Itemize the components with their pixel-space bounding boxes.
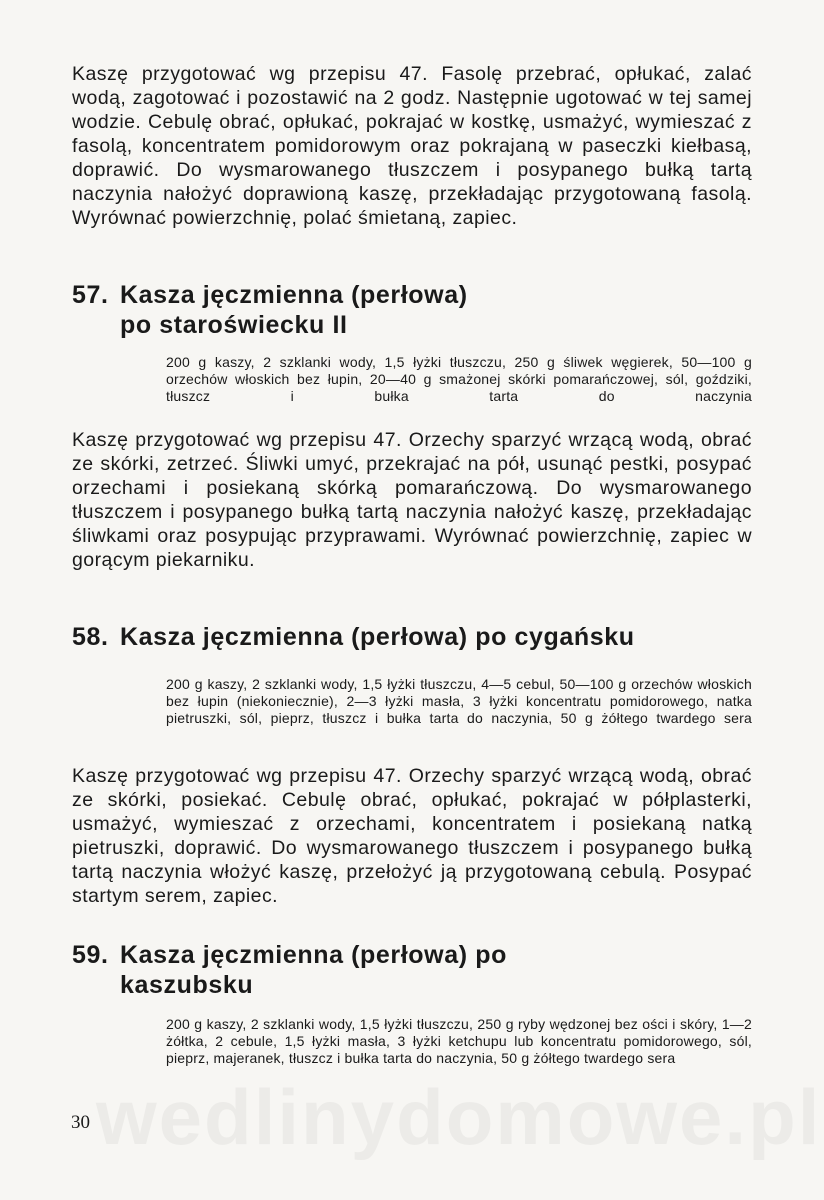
recipe-59-title bbox=[72, 940, 752, 1000]
recipe-58-title bbox=[72, 622, 772, 652]
recipe-title-line1: Kasza jęczmienna (perłowa) bbox=[120, 281, 468, 309]
recipe-58-method: Kaszę przygotować wg przepisu 47. Orzechy sparzyć wrzącą wodą, obrać ze skórki, posiekać. Cebulę obrać, opłukać, pokrajać w półplasterki, usmażyć, wymieszać z orzechami, koncentratem i posiekaną natką pietruszki, doprawić. Do wysmarowanego tłuszczem i posypanego bułką tartą naczynia włożyć kaszę, przełożyć ją przygotowaną cebulą. Posypać startym serem, zapiec. bbox=[72, 765, 752, 907]
recipe-59-ingredients: 200 g kaszy, 2 szklanki wody, 1,5 łyżki tłuszczu, 250 g ryby wędzonej bez ości i skóry, 1—2 żółtka, 2 cebule, 1,5 łyżki masła, 3 łyżki ketchupu lub koncentratu pomidorowego, sól, pieprz, majeranek, tłuszcz i bułka tarta do naczynia, 50 g żółtego twardego sera bbox=[166, 1016, 752, 1066]
recipe-57-title bbox=[72, 280, 752, 340]
recipe-57-method: Kaszę przygotować wg przepisu 47. Orzechy sparzyć wrzącą wodą, obrać ze skórki, zetrzeć. Śliwki umyć, przekrajać na pół, usunąć pestki, posypać orzechami i posiekaną skórką pomarańczową. Do wysmarowanego tłuszczem i posypanego bułką tartą naczynia nałożyć kaszę, przekładając śliwkami oraz posypując przyprawami. Wyrównać powierzchnię, zapiec w gorącym piekarniku. bbox=[72, 429, 752, 571]
recipe-title-line2: kaszubsku bbox=[120, 971, 254, 999]
watermark: wedlinydomowe.pl bbox=[96, 1073, 822, 1161]
recipe-number: 57. bbox=[72, 281, 109, 309]
recipe-title-line1: Kasza jęczmienna (perłowa) po bbox=[120, 941, 507, 969]
recipe-title-line1: Kasza jęczmienna (perłowa) po cygańsku bbox=[120, 623, 635, 651]
recipe-number: 59. bbox=[72, 941, 109, 969]
intro-paragraph: Kaszę przygotować wg przepisu 47. Fasolę przebrać, opłukać, zalać wodą, zagotować i pozostawić na 2 godz. Następnie ugotować w tej samej wodzie. Cebulę obrać, opłukać, pokrajać w kostkę, usmażyć, wymieszać z fasolą, koncentratem pomidorowym oraz pokrajaną w paseczki kiełbasą, doprawić. Do wysmarowanego tłuszczem i posypanego bułką tartą naczynia nałożyć doprawioną kaszę, przekładając przygotowaną fasolą. Wyrównać powierzchnię, polać śmietaną, zapiec. bbox=[72, 63, 752, 229]
recipe-57-ingredients: 200 g kaszy, 2 szklanki wody, 1,5 łyżki tłuszczu, 250 g śliwek węgierek, 50—100 g orzechów włoskich bez łupin, 20—40 g smażonej skórki pomarańczowej, sól, goździki, tłuszcz i bułka tarta do naczynia bbox=[166, 354, 752, 404]
recipe-number: 58. bbox=[72, 623, 109, 651]
page-number: 30 bbox=[71, 1112, 90, 1133]
recipe-title-line2: po staroświecku II bbox=[120, 311, 348, 339]
recipe-58-ingredients: 200 g kaszy, 2 szklanki wody, 1,5 łyżki tłuszczu, 4—5 cebul, 50—100 g orzechów włoskich bez łupin (niekoniecznie), 2—3 łyżki masła, 3 łyżki koncentratu pomidorowego, natka pietruszki, sól, pieprz, tłuszcz i bułka tarta do naczynia, 50 g żółtego twardego sera bbox=[166, 676, 752, 726]
